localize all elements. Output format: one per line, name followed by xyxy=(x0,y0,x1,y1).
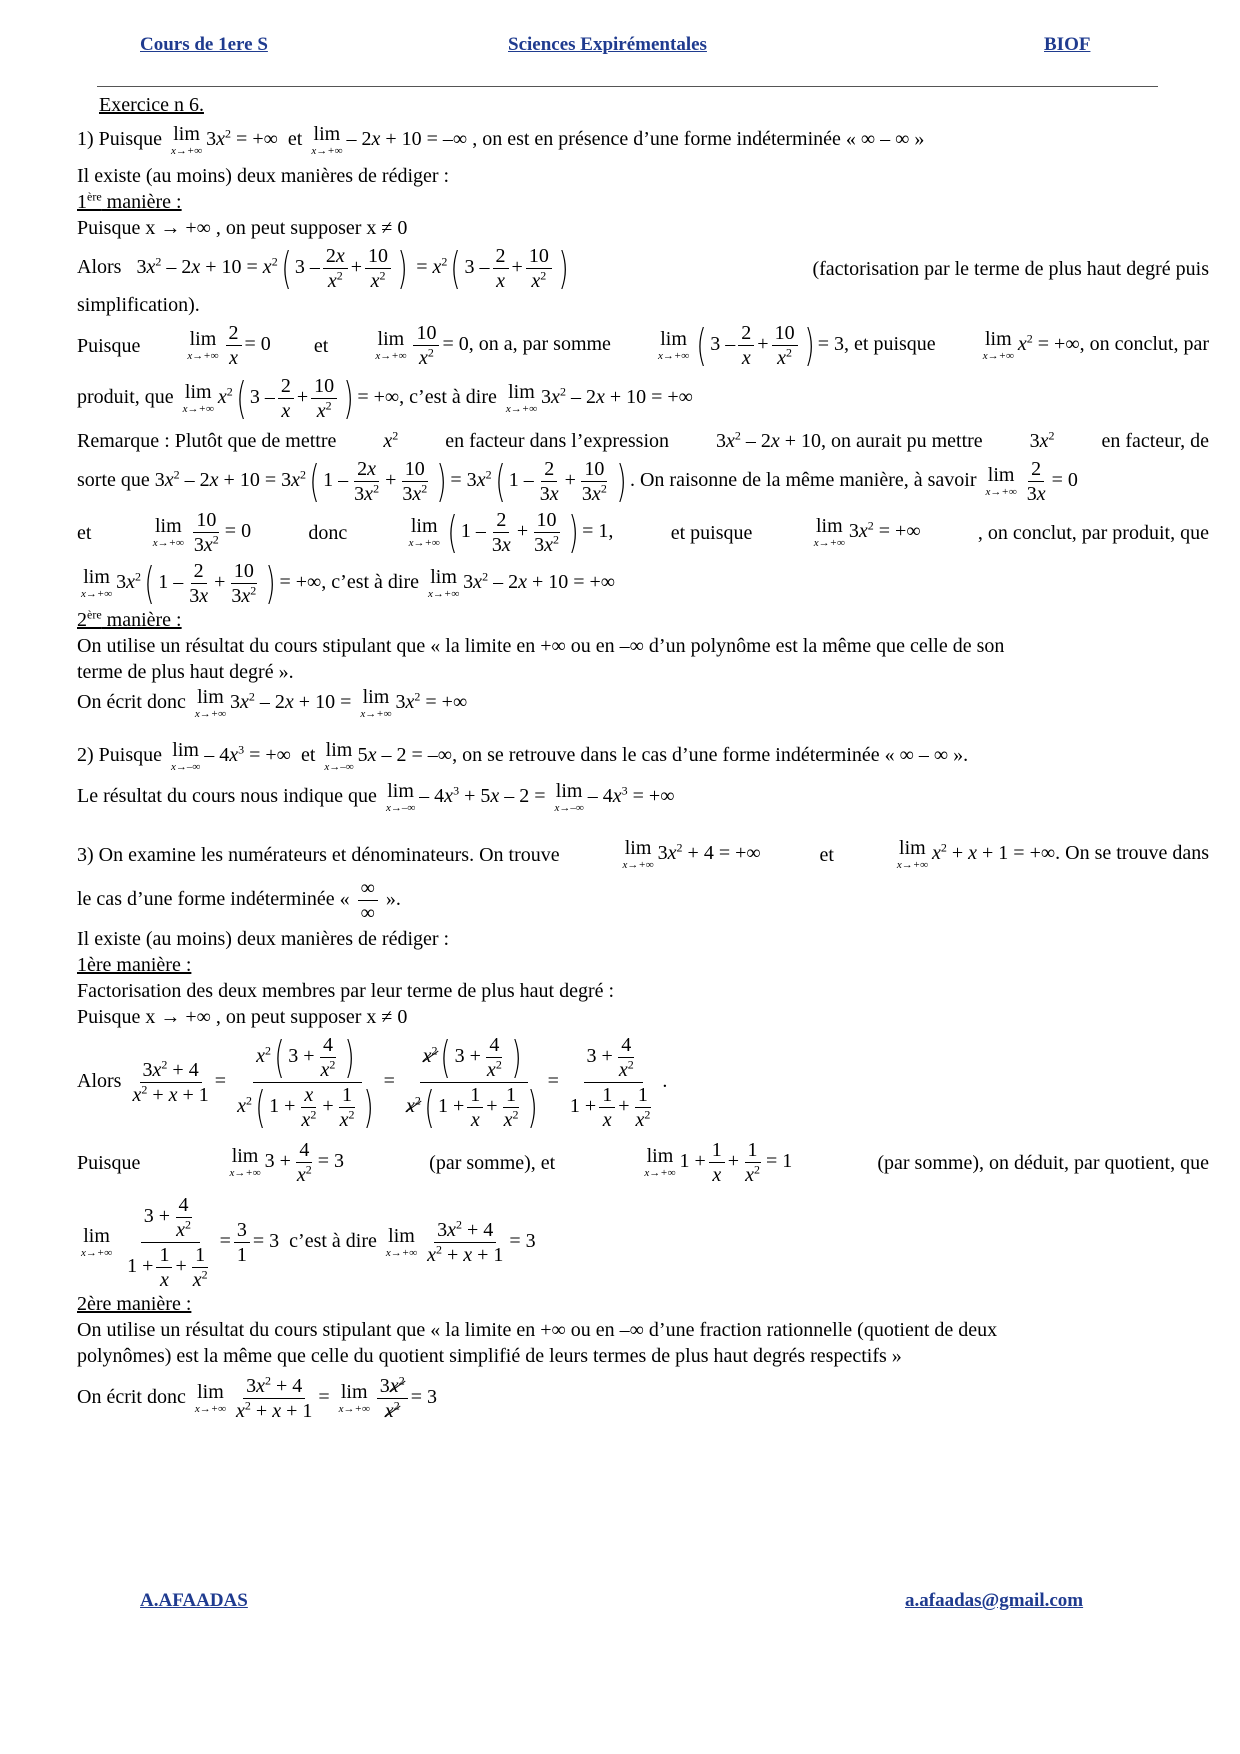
p2-intro-line: 2) Puisque lim x→–∞ – $4x^3$ = +∞ et lim x→–∞ 5x – 2 = –∞, on se retrouve dans le cas d’une forme indéterminée « ∞ – ∞ ». xyxy=(77,739,969,773)
header-right: BIOF xyxy=(1044,34,1091,55)
p1-factor-comment: (factorisation par le terme de plus haut degré puis xyxy=(812,257,1209,280)
document-body xyxy=(77,92,1209,1422)
p3-intro-line: 3) On examine les numérateurs et dénominateurs. On trouve lim x→+∞ $3x^2 + 4$ = +∞ et lim x→+∞ $x^2 + x + 1$ = +∞. On se trouve dans xyxy=(77,837,1209,871)
p1-et: et xyxy=(287,128,303,151)
p1-et-donc-line: et lim x→+∞ $\frac{10}{3x^2}$ = 0 donc lim x→+∞ ( 1 – $\frac{2}{3x}$ + $\frac{10}{3x^2}$ ) = 1, et puisque lim x→+∞ $3x^2$ = +∞ , on conclut, par produit, que xyxy=(77,506,1209,558)
p1-puisque-supp: Puisque x → +∞ , on peut supposer x ≠ 0 xyxy=(77,217,408,239)
p3-m2-text1: On utilise un résultat du cours stipulant que « la limite en +∞ ou en –∞ d’une fraction rationnelle (quotient de deux xyxy=(77,1319,998,1341)
p1-exists: Il existe (au moins) deux manières de rédiger : xyxy=(77,165,450,187)
p1-conclusion2-line: lim x→+∞ $3x^2$( 1 – $\frac{2}{3x}$ + $\frac{10}{3x^2}$ ) = +∞, c’est à dire lim x→+∞ $3x^2 - 2x + 10$ = +∞ xyxy=(81,557,616,609)
p3-puisque-supp: Puisque x → +∞ , on peut supposer x ≠ 0 xyxy=(77,1006,408,1028)
p1-alors: Alors xyxy=(77,256,122,279)
exercise-title: Exercice n 6. xyxy=(99,94,204,116)
p1-m1-label: 1ère manière : xyxy=(77,189,182,213)
p3-cas-line: le cas d’une forme indéterminée « $\frac{\infty}{\infty}$ ». xyxy=(77,877,401,924)
p3-conclusion-line: lim x→+∞ 3 + $\frac{4}{x^2}$ 1 + $\frac{1}{x}$ + $\frac{1}{x^2}$ = $\frac{3}{1}$ = 3 c’est à dire lim x→+∞ $\frac{3x^2 + 4}{x^2 + x + 1}$ = 3 xyxy=(81,1194,536,1291)
header-rule xyxy=(97,86,1158,87)
p2-result-line: Le résultat du cours nous indique que lim x→–∞ – $4x^3 + 5x - 2$ = lim x→–∞ – $4x^3$ = +∞ xyxy=(77,780,675,814)
p1-simplif: simplification). xyxy=(77,294,200,316)
p1-m2-text2: terme de plus haut degré ». xyxy=(77,661,294,683)
p1-sorte-line: sorte que $3x^2 - 2x + 10 = 3x^2$( 1 – $\frac{2x}{3x^2}$ + $\frac{10}{3x^2}$ ) = $3x^2$( 1 – $\frac{2}{3x}$ + $\frac{10}{3x^2}$ ) . On raisonne de la même manière, à savoir lim x→+∞ $\frac{2}{3x}$ = 0 xyxy=(77,455,1078,507)
footer-left[interactable]: A.AFAADAS xyxy=(140,1590,248,1611)
p1-on-ecrit: On écrit donc lim x→+∞ $3x^2 - 2x + 10$ = lim x→+∞ $3x^2$ = +∞ xyxy=(77,686,468,720)
p1-puisque-line: Puisque lim x→+∞ $\frac{2}{x}$ = 0 et lim x→+∞ $\frac{10}{x^2}$ = 0, on a, par somme lim x→+∞ ( 3 – $\frac{2}{x}$ + $\frac{10}{x^2}$ ) = 3, et puisque lim x→+∞ $x^2$ = +∞, on conclut, par xyxy=(77,319,1209,371)
p1-m2-label: 2ère manière : xyxy=(77,607,182,631)
p1-alors-line: Alors $3x^2 - 2x + 10 = x^2$( 3 – $\frac{2x}{x^2}$ + $\frac{10}{x^2}$ ) = $x^2$( 3 – $\frac{2}{x}$ + $\frac{10}{x^2}$ ) (factorisation par le terme de plus haut degré puis xyxy=(77,242,1209,294)
p1-remarque-line: Remarque : Plutôt que de mettre $x^2$ en facteur dans l’expression $3x^2 - 2x + 10$, on aurait pu mettre $3x^2$ en facteur, de xyxy=(77,428,1209,452)
p3-exists: Il existe (au moins) deux manières de rédiger : xyxy=(77,928,450,950)
header-center: Sciences Expirémentales xyxy=(508,34,707,55)
p3-m1-label: 1ère manière : xyxy=(77,954,192,976)
p1-intro-line: 1) Puisque lim x→+∞ $3x^2$ = +∞ et lim x→+∞ – 2x + 10 = –∞ , on est en présence d’une forme indéterminée « ∞ – ∞ » xyxy=(77,123,925,157)
p3-alors-line: Alors $\frac{3x^2 + 4}{x^2 + x + 1}$ = $x^2$( 3 + $\frac{4}{x^2}$ ) $x^2$( 1 + $\frac{x}{x^2}$ + $\frac{1}{x^2}$ ) = $x^2$( 3 + $\frac{4}{x^2}$ ) $x^2$( 1 + $\frac{1}{x}$ + $\frac{1}{x^2}$ ) = 3 + $\frac{4}{x^2}$ 1 + $\frac{1}{x}$ + $\frac{1}{x^2}$ . xyxy=(77,1031,668,1133)
footer-right-email[interactable]: a.afaadas@gmail.com xyxy=(905,1590,1084,1611)
p1-intro: 1) Puisque xyxy=(77,128,162,151)
p1-m2-text1: On utilise un résultat du cours stipulant que « la limite en +∞ ou en –∞ d’un polynôme est la même que celle de son xyxy=(77,635,1005,657)
p3-m2-text2: polynômes) est la même que celle du quotient simplifié de leurs termes de plus haut degrés respectifs » xyxy=(77,1345,902,1367)
p3-puisque-line: Puisque lim x→+∞ 3 + $\frac{4}{x^2}$ = 3 (par somme), et lim x→+∞ 1 + $\frac{1}{x}$ + $\frac{1}{x^2}$ = 1 (par somme), on déduit, par quotient, que xyxy=(77,1139,1209,1186)
p1-produit-line: produit, que lim x→+∞ $x^2$( 3 – $\frac{2}{x}$ + $\frac{10}{x^2}$ ) = +∞, c’est à dire lim x→+∞ $3x^2 - 2x + 10$ = +∞ xyxy=(77,372,693,424)
p3-on-ecrit: On écrit donc lim x→+∞ $\frac{3x^2 + 4}{x^2 + x + 1}$ = lim x→+∞ $\frac{3x^2}{x^2}$ = 3 xyxy=(77,1373,437,1422)
p3-m2-label: 2ère manière : xyxy=(77,1293,192,1315)
header-left: Cours de 1ere S xyxy=(140,34,268,55)
p3-fact: Factorisation des deux membres par leur terme de plus haut degré : xyxy=(77,980,615,1002)
p1-tail: , on est en présence d’une forme indéterminée « ∞ – ∞ » xyxy=(472,128,925,151)
